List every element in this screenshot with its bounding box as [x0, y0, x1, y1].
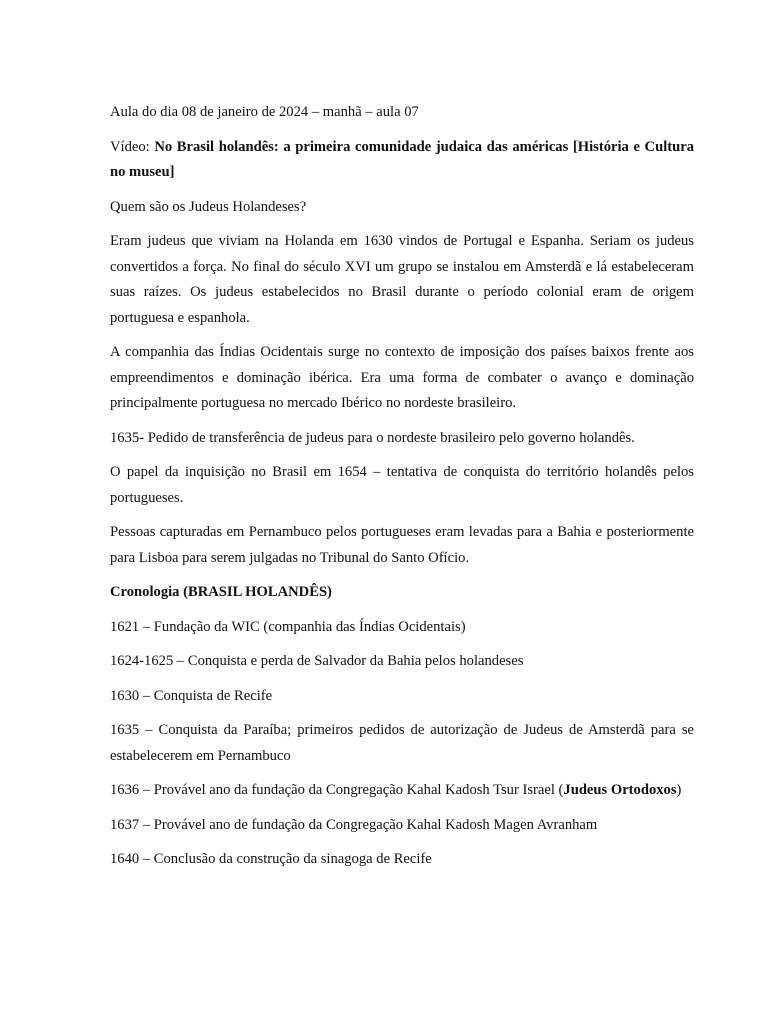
chronology-item-1640: 1640 – Conclusão da construção da sinagoga de Recife	[110, 851, 432, 867]
paragraph-1635: 1635- Pedido de transferência de judeus para o nordeste brasileiro pelo governo holandês.	[110, 429, 635, 446]
chronology-item-1624: 1624-1625 – Conquista e perda de Salvador da Bahia pelos holandeses	[110, 653, 524, 669]
class-header: Aula do dia 08 de janeiro de 2024 – manhã – aula 07	[110, 104, 419, 120]
document-page	[110, 100, 694, 882]
chronology-item-1636: 1636 – Provável ano da fundação da Congregação Kahal Kadosh Tsur Israel (Judeus Ortodoxos)	[110, 782, 682, 798]
video-label: Vídeo:	[110, 138, 155, 155]
chronology-item-1630: 1630 – Conquista de Recife	[110, 687, 273, 704]
chronology-item-1621: 1621 – Fundação da WIC (companhia das Índias Ocidentais)	[110, 618, 466, 635]
paragraph-dutch-jews: Eram judeus que viviam na Holanda em 1630 vindos de Portugal e Espanha. Seriam os judeus convertidos a força. No final do século XVI um grupo se instalou em Amsterdã e lá estabeleceram suas raízes. Os judeus estabelecidos no Brasil durante o período colonial eram de origem portuguesa e espanhola.	[110, 233, 694, 326]
video-reference	[110, 135, 694, 186]
question-heading: Quem são os Judeus Holandeses?	[110, 198, 307, 215]
paragraph-wic: A companhia das Índias Ocidentais surge no contexto de imposição dos países baixos frente aos empreendimentos e dominação ibérica. Era uma forma de combater o avanço e dominação principalmente portuguesa no mercado Ibérico no nordeste brasileiro.	[110, 344, 694, 411]
paragraph-captured: Pessoas capturadas em Pernambuco pelos portugueses eram levadas para a Bahia e posteriormente para Lisboa para serem julgadas no Tribunal do Santo Ofício.	[110, 524, 694, 566]
chronology-heading: Cronologia (BRASIL HOLANDÊS)	[110, 584, 332, 600]
chronology-item-1637: 1637 – Provável ano de fundação da Congregação Kahal Kadosh Magen Avranham	[110, 816, 598, 833]
paragraph-inquisition: O papel da inquisição no Brasil em 1654 – tentativa de conquista do território holandês pelos portugueses.	[110, 464, 694, 506]
video-title: No Brasil holandês: a primeira comunidade judaica das américas [História e Cultura no museu]	[110, 138, 694, 180]
chronology-item-1635: 1635 – Conquista da Paraíba; primeiros pedidos de autorização de Judeus de Amsterdã para se estabelecerem em Pernambuco	[110, 722, 694, 764]
